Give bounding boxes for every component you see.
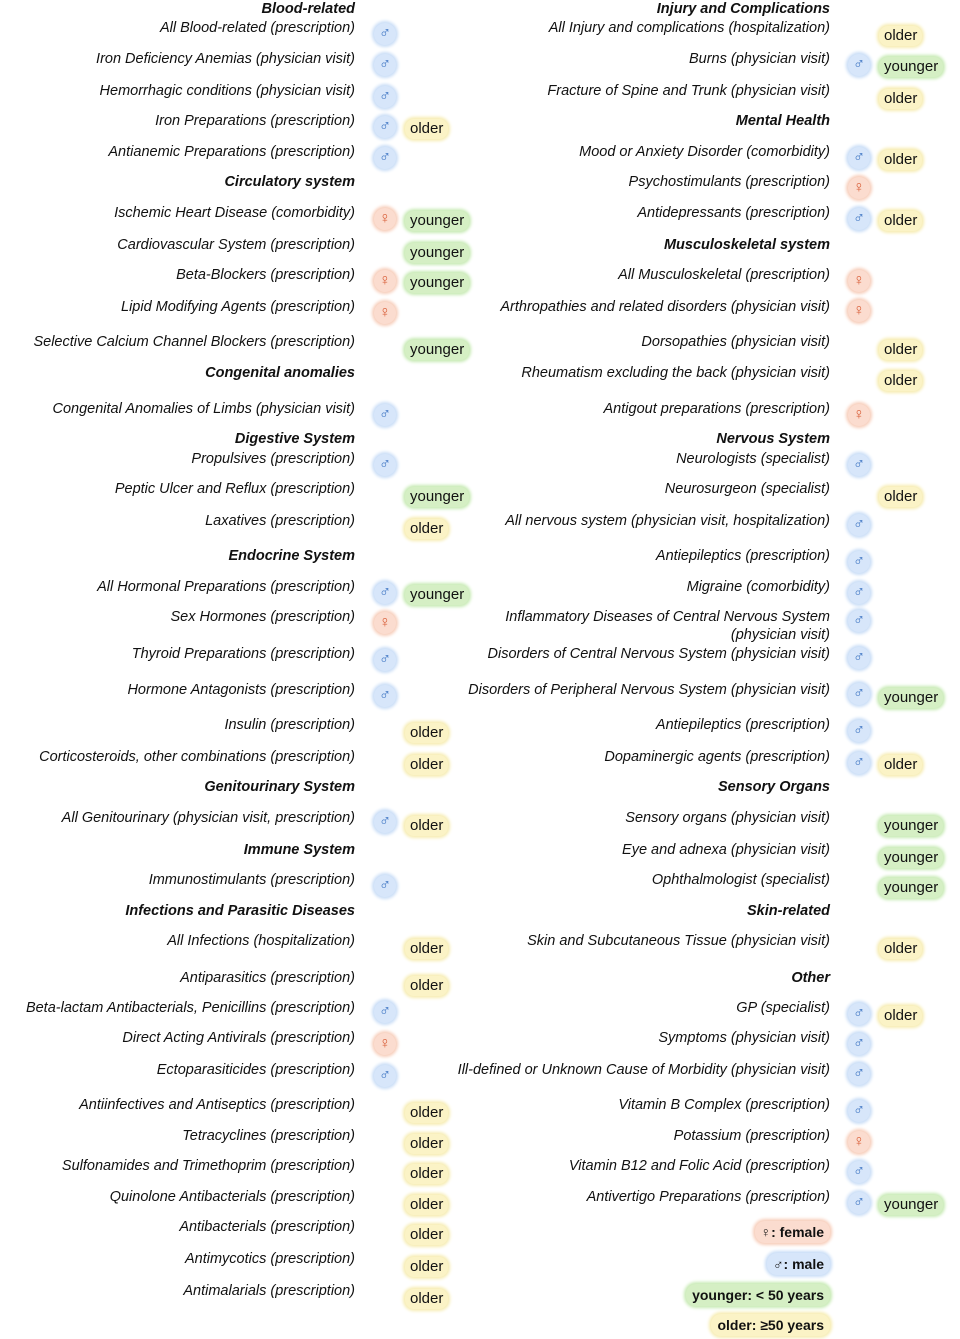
legend-older: older: ≥50 years	[711, 1314, 830, 1336]
variable-label: Ill-defined or Unknown Cause of Morbidity (physician visit)	[457, 1062, 830, 1078]
male-icon: ♂	[374, 54, 396, 76]
male-icon: ♂	[374, 86, 396, 108]
variable-label: All Infections (hospitalization)	[167, 933, 355, 949]
older-badge: older	[405, 1289, 448, 1309]
younger-badge: younger	[405, 585, 469, 605]
variable-label: Antiinfectives and Antiseptics (prescription)	[79, 1097, 355, 1113]
category-header	[0, 902, 960, 926]
variable-label: Disorders of Central Nervous System (physician visit)	[487, 646, 830, 662]
variable-label: Antimalarials (prescription)	[183, 1283, 355, 1299]
category-title: Genitourinary System	[204, 779, 355, 795]
variable-label: Antidepressants (prescription)	[637, 205, 830, 221]
male-icon: ♂	[374, 649, 396, 671]
variable-row	[0, 173, 960, 197]
variable-label: Fracture of Spine and Trunk (physician visit)	[547, 83, 830, 99]
older-badge: older	[405, 119, 448, 139]
legend-male: ♂: male	[767, 1253, 830, 1275]
female-icon: ♀	[374, 612, 396, 634]
variable-label: Dorsopathies (physician visit)	[641, 334, 830, 350]
male-icon: ♂	[848, 1161, 870, 1183]
male-icon: ♂	[848, 1063, 870, 1085]
variable-row	[0, 1127, 960, 1151]
variable-row	[0, 608, 960, 643]
older-badge: older	[879, 1006, 922, 1026]
variable-label: Antiepileptics (prescription)	[655, 717, 830, 733]
variable-label: All Injury and complications (hospitalization)	[548, 20, 830, 36]
variable-row	[0, 716, 960, 740]
variable-label: Neurologists (specialist)	[676, 451, 830, 467]
variable-row	[0, 748, 960, 772]
younger-badge: younger	[879, 848, 943, 868]
variable-label: Antianemic Preparations (prescription)	[108, 144, 355, 160]
male-icon: ♂	[848, 1033, 870, 1055]
male-icon: ♂	[374, 116, 396, 138]
category-title: Sensory Organs	[717, 779, 830, 795]
variable-label: Ectoparasiticides (prescription)	[156, 1062, 355, 1078]
older-badge: older	[879, 939, 922, 959]
category-header	[0, 112, 960, 136]
variable-row	[0, 450, 960, 474]
variable-label: Iron Preparations (prescription)	[155, 113, 355, 129]
category-header	[0, 236, 960, 260]
older-badge: older	[405, 1134, 448, 1154]
female-icon: ♀	[848, 404, 870, 426]
male-icon: ♂	[374, 1001, 396, 1023]
category-title: Injury and Complications	[656, 1, 830, 17]
variable-label: Quinolone Antibacterials (prescription)	[109, 1189, 355, 1205]
male-icon: ♂	[374, 1065, 396, 1087]
variable-row	[0, 19, 960, 43]
younger-badge: younger	[405, 211, 469, 231]
category-title: Musculoskeletal system	[663, 237, 830, 253]
variable-label: Antimycotics (prescription)	[184, 1251, 355, 1267]
female-icon: ♀	[374, 302, 396, 324]
category-header	[0, 969, 960, 993]
male-icon: ♂	[374, 454, 396, 476]
variable-label: Mood or Anxiety Disorder (comorbidity)	[579, 144, 830, 160]
variable-label: Thyroid Preparations (prescription)	[131, 646, 355, 662]
category-title: Mental Health	[735, 113, 830, 129]
older-badge: older	[405, 816, 448, 836]
category-title: Circulatory system	[224, 174, 355, 190]
variable-row	[0, 999, 960, 1023]
male-icon: ♂	[374, 811, 396, 833]
variable-label: Iron Deficiency Anemias (physician visit)	[96, 51, 355, 67]
younger-badge: younger	[405, 340, 469, 360]
older-badge: older	[879, 89, 922, 109]
variable-row	[0, 512, 960, 536]
male-icon: ♂	[848, 1003, 870, 1025]
male-icon: ♂	[848, 582, 870, 604]
older-badge: older	[879, 150, 922, 170]
variable-label: Antigout preparations (prescription)	[603, 401, 830, 417]
category-header	[0, 778, 960, 802]
older-badge: older	[405, 723, 448, 743]
variable-label: Inflammatory Diseases of Central Nervous System (physician visit)	[505, 609, 830, 643]
variable-row	[0, 1029, 960, 1053]
female-icon: ♀	[848, 1131, 870, 1153]
variable-row	[0, 480, 960, 504]
variable-label: Potassium (prescription)	[673, 1128, 830, 1144]
variable-label: All Genitourinary (physician visit, prescription)	[61, 810, 355, 826]
male-icon: ♂	[374, 23, 396, 45]
variable-label: Cardiovascular System (prescription)	[117, 237, 355, 253]
male-icon: ♂	[374, 685, 396, 707]
variable-label: Sex Hormones (prescription)	[170, 609, 355, 625]
variable-row	[0, 809, 960, 833]
variable-label: Immunostimulants (prescription)	[148, 872, 355, 888]
variable-label: Hormone Antagonists (prescription)	[127, 682, 355, 698]
variable-label: Congenital Anomalies of Limbs (physician visit)	[52, 401, 355, 417]
variable-label: Arthropathies and related disorders (physician visit)	[500, 299, 830, 315]
variable-row	[0, 143, 960, 167]
variable-row	[0, 1157, 960, 1181]
older-badge: older	[879, 211, 922, 231]
older-badge: older	[405, 519, 448, 539]
variable-label: Hemorrhagic conditions (physician visit)	[99, 83, 355, 99]
variable-label: Skin and Subcutaneous Tissue (physician visit)	[527, 933, 830, 949]
variable-row	[0, 871, 960, 895]
variable-row	[0, 333, 960, 357]
male-icon: ♂	[374, 875, 396, 897]
variable-label: Antivertigo Preparations (prescription)	[586, 1189, 830, 1205]
variable-row	[0, 1061, 960, 1085]
variable-label: Migraine (comorbidity)	[686, 579, 830, 595]
younger-badge: younger	[405, 487, 469, 507]
category-title: Blood-related	[261, 1, 355, 17]
younger-badge: younger	[879, 688, 943, 708]
variable-label: Beta-lactam Antibacterials, Penicillins (prescription)	[25, 1000, 355, 1016]
variable-label: Burns (physician visit)	[688, 51, 830, 67]
male-icon: ♂	[848, 147, 870, 169]
variable-label: Propulsives (prescription)	[191, 451, 355, 467]
female-icon: ♀	[374, 1033, 396, 1055]
variable-label: Vitamin B Complex (prescription)	[618, 1097, 830, 1113]
younger-badge: younger	[879, 878, 943, 898]
variable-label: Disorders of Peripheral Nervous System (physician visit)	[468, 682, 830, 698]
male-icon: ♂	[848, 752, 870, 774]
female-icon: ♀	[848, 270, 870, 292]
variable-row	[0, 82, 960, 106]
younger-badge: younger	[405, 273, 469, 293]
variable-label: All Hormonal Preparations (prescription)	[97, 579, 355, 595]
older-badge: older	[879, 371, 922, 391]
category-title: Digestive System	[234, 431, 355, 447]
variable-row	[0, 547, 960, 571]
variable-label: Sensory organs (physician visit)	[625, 810, 830, 826]
male-icon: ♂	[848, 610, 870, 632]
variable-label: Neurosurgeon (specialist)	[664, 481, 830, 497]
younger-badge: younger	[405, 243, 469, 263]
variable-label: Insulin (prescription)	[224, 717, 355, 733]
male-icon: ♂	[848, 454, 870, 476]
variable-label: Ischemic Heart Disease (comorbidity)	[114, 205, 355, 221]
younger-badge: younger	[879, 1195, 943, 1215]
variable-row	[0, 400, 960, 424]
variable-row	[0, 204, 960, 228]
variable-label: Dopaminergic agents (prescription)	[604, 749, 830, 765]
variable-row	[0, 841, 960, 865]
variable-row	[0, 932, 960, 956]
variable-label: Peptic Ulcer and Reflux (prescription)	[114, 481, 355, 497]
older-badge: older	[879, 340, 922, 360]
category-title: Other	[791, 970, 830, 986]
variable-label: All nervous system (physician visit, hospitalization)	[505, 513, 830, 529]
male-icon: ♂	[848, 720, 870, 742]
legend-female: ♀: female	[755, 1221, 830, 1243]
older-badge: older	[405, 1103, 448, 1123]
older-badge: older	[405, 976, 448, 996]
variable-row	[0, 1096, 960, 1120]
male-icon: ♂	[848, 208, 870, 230]
female-icon: ♀	[374, 208, 396, 230]
older-badge: older	[405, 755, 448, 775]
variable-label: Direct Acting Antivirals (prescription)	[122, 1030, 355, 1046]
category-title: Immune System	[243, 842, 355, 858]
variable-label: Laxatives (prescription)	[205, 513, 355, 529]
younger-badge: younger	[879, 57, 943, 77]
variable-label: Antiepileptics (prescription)	[655, 548, 830, 564]
older-badge: older	[879, 26, 922, 46]
variable-label: All Musculoskeletal (prescription)	[618, 267, 830, 283]
variable-label: Antibacterials (prescription)	[179, 1219, 355, 1235]
male-icon: ♂	[374, 147, 396, 169]
older-badge: older	[405, 1225, 448, 1245]
older-badge: older	[405, 1195, 448, 1215]
older-badge: older	[405, 1257, 448, 1277]
male-icon: ♂	[374, 582, 396, 604]
variable-row	[0, 578, 960, 602]
younger-badge: younger	[879, 816, 943, 836]
variable-label: Eye and adnexa (physician visit)	[622, 842, 830, 858]
variable-label: Tetracyclines (prescription)	[182, 1128, 355, 1144]
variable-label: Lipid Modifying Agents (prescription)	[121, 299, 355, 315]
variable-label: Psychostimulants (prescription)	[628, 174, 830, 190]
variable-label: Selective Calcium Channel Blockers (prescription)	[33, 334, 355, 350]
male-icon: ♂	[848, 514, 870, 536]
category-title: Endocrine System	[228, 548, 355, 564]
variable-label: GP (specialist)	[736, 1000, 830, 1016]
variable-row	[0, 266, 960, 290]
older-badge: older	[879, 755, 922, 775]
male-icon: ♂	[848, 54, 870, 76]
male-icon: ♂	[848, 1192, 870, 1214]
female-icon: ♀	[848, 177, 870, 199]
variable-label: All Blood-related (prescription)	[159, 20, 355, 36]
variable-label: Corticosteroids, other combinations (prescription)	[39, 749, 355, 765]
category-title: Infections and Parasitic Diseases	[125, 903, 355, 919]
category-title: Skin-related	[747, 903, 830, 919]
variable-row	[0, 298, 960, 322]
older-badge: older	[405, 939, 448, 959]
variable-row	[0, 645, 960, 669]
variable-label: Beta-Blockers (prescription)	[176, 267, 355, 283]
older-badge: older	[879, 487, 922, 507]
variable-label: Antiparasitics (prescription)	[180, 970, 355, 986]
male-icon: ♂	[848, 1100, 870, 1122]
variable-label: Symptoms (physician visit)	[658, 1030, 830, 1046]
category-title: Nervous System	[716, 431, 830, 447]
variable-label: Ophthalmologist (specialist)	[651, 872, 830, 888]
variable-label: Vitamin B12 and Folic Acid (prescription)	[568, 1158, 830, 1174]
male-icon: ♂	[848, 647, 870, 669]
female-icon: ♀	[374, 270, 396, 292]
category-title: Congenital anomalies	[205, 365, 355, 381]
variable-row	[0, 364, 960, 388]
variable-label: Sulfonamides and Trimethoprim (prescription)	[61, 1158, 355, 1174]
female-icon: ♀	[848, 300, 870, 322]
variable-label: Rheumatism excluding the back (physician visit)	[521, 365, 830, 381]
male-icon: ♂	[374, 404, 396, 426]
variable-row	[0, 681, 960, 705]
male-icon: ♂	[848, 551, 870, 573]
variable-row	[0, 50, 960, 74]
male-icon: ♂	[848, 683, 870, 705]
older-badge: older	[405, 1164, 448, 1184]
legend-younger: younger: < 50 years	[686, 1284, 830, 1306]
variable-row	[0, 1188, 960, 1212]
